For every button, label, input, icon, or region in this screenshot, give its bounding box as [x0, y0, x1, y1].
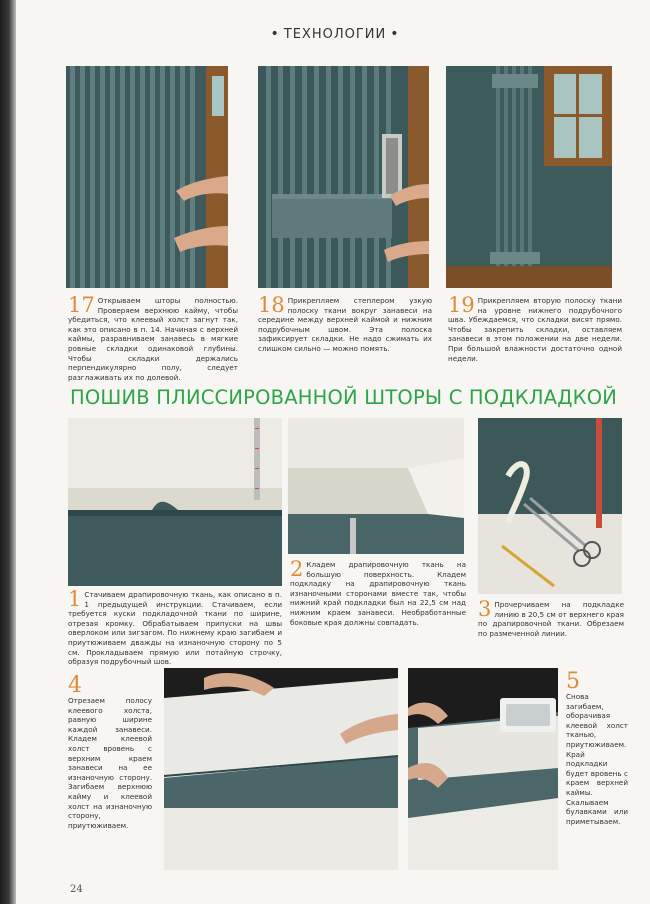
photo-step-19: [446, 66, 612, 288]
photo-step-5: [408, 668, 558, 870]
photo-step-2: [288, 418, 464, 554]
caption-text-2: Кладем драпировочную ткань на большую поверхность. Кладем подкладку на драпировочную ткань изнаночными сторонами вместе так, чтобы нижний край подкладки был на 22,5 см над нижним краем занавеси. Необработанные боковые края должны совпадать.: [290, 560, 466, 627]
caption-step-5: [566, 669, 628, 826]
photo-step-1: [68, 418, 282, 586]
caption-text-17: Открываем шторы полностью. Проверяем верхнюю кайму, чтобы убедиться, что клеевый холст загнут так, как это описано в п. 14. Начиная с верхней каймы, разравниваем занавесь в мягкие ровные складки одинаковой глубины. Чтобы складки держались перпендикулярно полу, следует разглаживать их по долевой.: [68, 296, 238, 382]
step-number-4: 4: [68, 673, 82, 698]
caption-step-2: [290, 557, 466, 627]
caption-step-19: [448, 293, 622, 363]
step-number-19: 19: [448, 293, 475, 317]
step-number-18: 18: [258, 293, 285, 317]
caption-step-1: [68, 587, 282, 667]
caption-text-1: Стачиваем драпировочную ткань, как описано в п. 1 предыдущей инструкции. Стачиваем, если требуется куски подкладочной ткани по ширине, отрезая кромку. Обрабатываем припуски на швы оверлоком или зигзагом. По нижнему краю загибаем и приутюживаем дважды на изнаночную сторону по 5 см. Прокладываем прямую или потайную строчку, образуя подрубочный шов.: [68, 590, 282, 667]
photo-step-17: [66, 66, 228, 288]
step-number-5: 5: [566, 669, 580, 694]
section-title: ПОШИВ ПЛИССИРОВАННОЙ ШТОРЫ С ПОДКЛАДКОЙ: [70, 386, 618, 409]
caption-step-18: [258, 293, 432, 354]
caption-text-3: Прочерчиваем на подкладке линию в 20,5 см от верхнего края по драпировочной ткани. Обрезаем по размеченной линии.: [478, 600, 624, 638]
step-number-2: 2: [290, 557, 304, 581]
caption-text-18: Прикрепляем степлером узкую полоску ткани вокруг занавеси на середине между верхней каймой и нижним подрубочным швом. Эта полоска зафиксирует складки. Не надо сжимать их слишком сильно — можно помять.: [258, 296, 432, 353]
caption-step-17: [68, 293, 238, 382]
step-number-3: 3: [478, 597, 492, 621]
header-bullet-right: •: [390, 26, 400, 42]
caption-text-19: Прикрепляем вторую полоску ткани на уровне нижнего подрубочного шва. Убеждаемся, что складки висят прямо. Чтобы закрепить складки, оставляем занавеси в этом положении на две недели. При большой влажности достаточно одной недели.: [448, 296, 622, 363]
step-number-1: 1: [68, 587, 82, 611]
photo-step-4: [164, 668, 398, 870]
header-title: ТЕХНОЛОГИИ: [283, 27, 387, 42]
page-number: 24: [70, 884, 83, 895]
caption-step-4: [68, 673, 152, 830]
header-bullet-left: •: [270, 26, 280, 42]
caption-text-5: Снова загибаем, оборачивая клеевой холст тканью, приутюживаем. Край подкладки будет вровень с краем верхней каймы. Скалываем булавками или приметываем.: [566, 692, 628, 826]
caption-text-4: Отрезаем полосу клеевого холста, равную ширине каждой занавеси. Кладем клеевой холст вровень с верхним краем занавеси на ее изнаночную сторону. Загибаем верхнюю кайму и клеевой холст на изнаночную сторону, приутюживаем.: [68, 696, 152, 830]
book-spine: [0, 0, 16, 904]
step-number-17: 17: [68, 293, 95, 317]
photo-step-3: [478, 418, 622, 594]
caption-step-3: [478, 597, 624, 638]
photo-step-18: [258, 66, 429, 288]
page-header: [250, 26, 420, 42]
